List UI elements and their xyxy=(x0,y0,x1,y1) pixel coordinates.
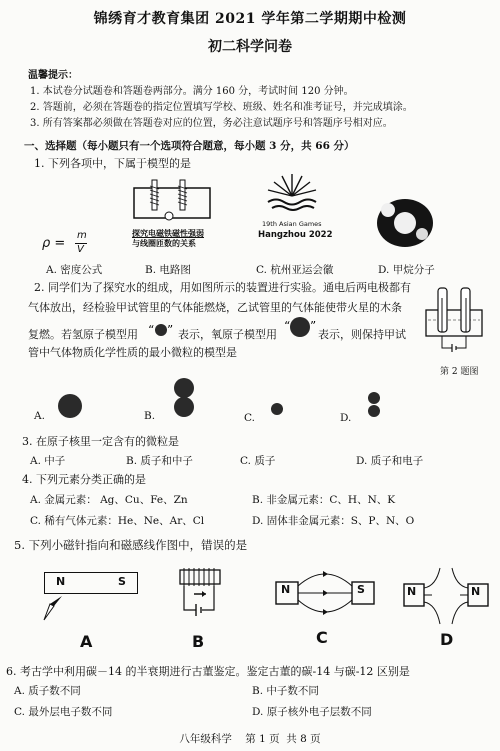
q3-option-a: A. 中子 xyxy=(30,455,66,467)
magnet-d-n: N xyxy=(407,585,417,598)
circuit-caption-2: 与线圈匝数的关系 xyxy=(132,238,196,248)
q4-stem: 4. 下列元素分类正确的是 xyxy=(22,473,146,486)
circuit-caption-1: 探究电磁铁磁性强弱 xyxy=(132,228,204,238)
svg-text:”: ” xyxy=(167,323,174,337)
q2-line-1: 2. 同学们为了探究水的组成，用如图所示的装置进行实验。通电后两电极都有 xyxy=(34,281,411,294)
q4-option-c: C. 稀有气体元素：He、Ne、Ar、Cl xyxy=(30,515,205,527)
q6-option-d: D. 原子核外电子层数不同 xyxy=(252,706,372,718)
q2-line-3b: 表示，氧原子模型用 xyxy=(178,328,277,341)
q6-option-a: A. 质子数不同 xyxy=(14,685,81,697)
methane-molecule xyxy=(374,196,436,250)
q5-label-c: C xyxy=(316,628,328,647)
q2-label-d: D. xyxy=(340,412,352,424)
q1-stem: 1. 下列各项中，下属于模型的是 xyxy=(34,157,191,170)
logo-text-1: 19th Asian Games xyxy=(262,220,322,228)
q6-option-b: B. 中子数不同 xyxy=(252,685,319,697)
notice-item-2: 2. 答题前，必须在答题卷的指定位置填写学校、班级、姓名和准考证号，并完成填涂。 xyxy=(30,102,413,113)
q3-option-b: B. 质子和中子 xyxy=(126,455,193,467)
magnet-d-n-2: N xyxy=(471,585,481,598)
magnet-a-s: S xyxy=(118,575,126,588)
svg-text:“: “ xyxy=(284,319,291,333)
formula-rho: ρ = xyxy=(42,236,66,251)
magnet-a-n: N xyxy=(56,575,66,588)
q5-label-d: D xyxy=(440,630,454,649)
q6-option-c: C. 最外层电子数不同 xyxy=(14,706,113,718)
q2-line-3a: 复燃。若氢原子模型用 xyxy=(28,328,138,341)
q5-figure-b-electromagnet xyxy=(170,566,230,620)
magnet-c-s: S xyxy=(357,583,365,596)
q2-label-b: B. xyxy=(144,410,156,422)
q5-label-a: A xyxy=(80,632,93,651)
q2-line-2: 气体放出，经检验甲试管里的气体能燃烧，乙试管里的气体能使带火星的木条 xyxy=(28,301,402,314)
notice-item-3: 3. 所有答案都必须做在答题卷对应的位置，务必注意试题序号和答题序号相对应。 xyxy=(30,118,393,129)
logo-text-2: Hangzhou 2022 xyxy=(258,230,333,240)
compass-needle-a xyxy=(40,594,68,624)
formula-numerator: m xyxy=(77,230,87,241)
q4-option-b: B. 非金属元素：C、H、N、K xyxy=(252,494,396,506)
q2-label-c: C. xyxy=(244,412,255,424)
q3-option-d: D. 质子和电子 xyxy=(356,455,424,467)
section-heading: 一、选择题（每小题只有一个选项符合题意，每小题 3 分，共 66 分） xyxy=(24,140,355,152)
magnet-c-n: N xyxy=(281,583,291,596)
q4-option-d: D. 固体非金属元素：S、P、N、O xyxy=(252,515,415,527)
q2-label-a: A. xyxy=(34,410,45,422)
q5-label-b: B xyxy=(192,632,205,651)
page-footer: 八年级科学 第 1 页 共 8 页 xyxy=(179,733,321,745)
q2-line-3c: 表示，则保持甲试 xyxy=(318,328,406,341)
q3-option-c: C. 质子 xyxy=(240,455,276,467)
q2-line-4: 管中气体物质化学性质的最小微粒的模型是 xyxy=(28,346,237,359)
q2-model-c xyxy=(270,402,284,416)
q2-model-b xyxy=(172,376,196,420)
q1-option-a: A. 密度公式 xyxy=(46,264,103,276)
exam-title: 锦绣育才教育集团 2021 学年第二学期期中检测 xyxy=(93,11,407,27)
hydrogen-atom-model xyxy=(148,322,172,338)
q1-option-b: B. 电路图 xyxy=(145,264,191,276)
q3-stem: 3. 在原子核里一定含有的微粒是 xyxy=(22,435,179,448)
notice-item-1: 1. 本试卷分试题卷和答题卷两部分。满分 160 分，考试时间 120 分钟。 xyxy=(30,86,354,97)
q4-option-a: A. 金属元素： Ag、Cu、Fe、Zn xyxy=(30,494,188,506)
svg-text:“: “ xyxy=(148,323,155,337)
q2-model-a xyxy=(56,392,84,420)
exam-subtitle: 初二科学问卷 xyxy=(208,39,292,55)
formula-denominator: V xyxy=(77,244,84,255)
svg-text:”: ” xyxy=(310,319,317,333)
q1-option-d: D. 甲烷分子 xyxy=(378,264,435,276)
q1-option-c: C. 杭州亚运会徽 xyxy=(256,264,334,276)
asian-games-logo xyxy=(262,172,322,212)
q6-stem: 6. 考古学中利用碳－14 的半衰期进行古董鉴定。鉴定古董的碳-14 与碳-12 区别是 xyxy=(6,665,410,678)
notice-heading: 温馨提示： xyxy=(28,70,78,81)
q5-stem: 5. 下列小磁针指向和磁感线作图中，错误的是 xyxy=(14,538,248,552)
q2-figure-caption: 第 2 题图 xyxy=(440,367,479,377)
oxygen-atom-model xyxy=(284,316,316,338)
q2-model-d xyxy=(366,390,382,420)
electrolysis-apparatus xyxy=(422,284,486,356)
q1-circuit-diagram xyxy=(132,178,212,228)
